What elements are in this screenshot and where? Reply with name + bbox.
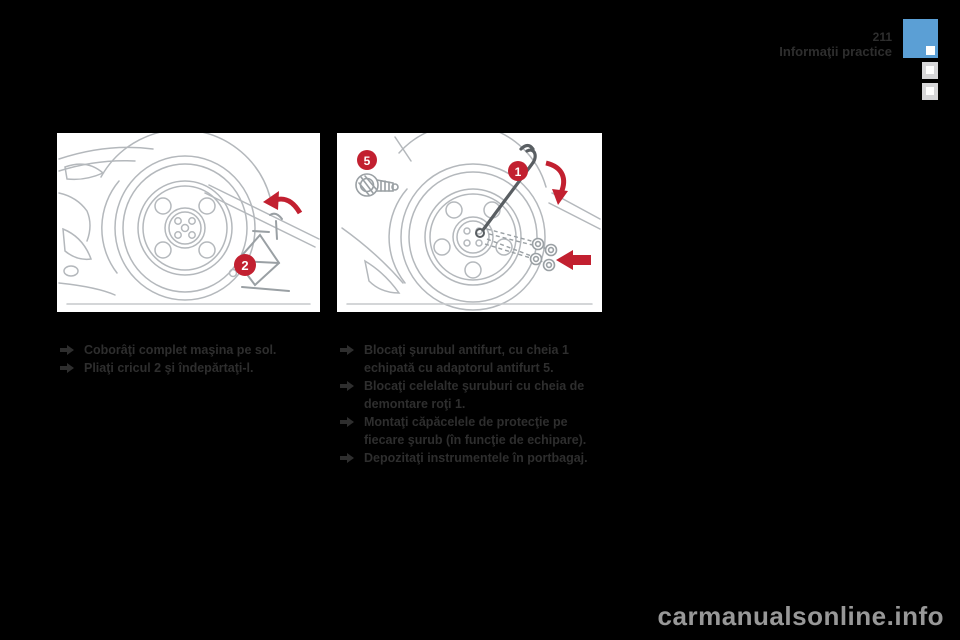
tire-tread: [389, 189, 407, 283]
lower-vehicle-illustration: [57, 133, 320, 312]
instruction-item: [340, 341, 602, 377]
rim-hole: [155, 242, 171, 258]
sill-line: [205, 193, 315, 247]
instruction-item: [340, 413, 602, 449]
tire-tread: [102, 181, 119, 273]
callout-adapter-label: 5: [363, 154, 371, 168]
hub-inner: [169, 212, 201, 244]
tire-inner: [123, 164, 247, 292]
instruction-item: [340, 449, 602, 467]
hood-line: [59, 147, 153, 159]
rim-outer: [425, 189, 521, 285]
rim-hole: [465, 262, 481, 278]
rim-hole: [446, 202, 462, 218]
hub-outer: [165, 208, 205, 248]
instructions-right: [340, 341, 602, 467]
rotate-down-arrow-icon: [546, 163, 568, 205]
figure-tighten-bolts: [337, 133, 602, 312]
lug-bolt: [189, 218, 195, 224]
chapter-index-tab: [922, 83, 938, 100]
pointer-arrow-icon: [60, 363, 74, 373]
instruction-text: Montaţi căpăcelele de protecţie pe fiecare şurub (în funcţie de echipare).: [364, 415, 587, 447]
instruction-item: [60, 341, 318, 359]
bumper-line: [342, 228, 403, 283]
chapter-index-tab-marker: [926, 46, 935, 55]
instruction-text: Depozitaţi instrumentele în portbagaj.: [364, 451, 588, 465]
lug-bolt: [189, 232, 195, 238]
instruction-text: Coborâţi complet maşina pe sol.: [84, 343, 277, 357]
valve: [230, 270, 237, 277]
chapter-index-tab: [922, 62, 938, 79]
rim-hole: [199, 242, 215, 258]
callout-wrench: [508, 161, 528, 181]
figure-lower-vehicle: [57, 133, 320, 312]
lug-bolt: [464, 228, 470, 234]
scissor-jack: [237, 214, 289, 291]
tighten-bolts-illustration: [337, 133, 602, 312]
callout-jack-label: 2: [241, 258, 249, 273]
callout-jack: [234, 254, 256, 276]
chapter-index-tab-active: [903, 19, 938, 58]
chapter-index-tab-marker: [926, 87, 934, 95]
rim-hole: [434, 239, 450, 255]
tire-outer: [401, 164, 545, 310]
rim-inner: [143, 186, 227, 270]
rim-hole: [155, 198, 171, 214]
body-crease: [395, 137, 411, 161]
instruction-text: Blocaţi celelalte şuruburi cu cheia de demontare roţi 1.: [364, 379, 585, 411]
fog-lamp: [64, 266, 78, 276]
instructions-left: [60, 341, 318, 377]
lug-bolt: [175, 232, 181, 238]
page-number: 211: [872, 30, 892, 44]
tire-outer: [115, 156, 255, 300]
lug-bolt: [464, 240, 470, 246]
pointer-arrow-icon: [340, 345, 354, 355]
lower-bumper-line: [59, 283, 115, 295]
watermark: carmanualsonline.info: [657, 601, 944, 631]
rim-outer: [138, 181, 232, 275]
push-left-arrow-icon: [556, 250, 591, 270]
pointer-arrow-icon: [340, 381, 354, 391]
pointer-arrow-icon: [340, 453, 354, 463]
instruction-item: [60, 359, 318, 377]
antitheft-adapter: [356, 174, 398, 196]
air-intake: [63, 229, 91, 259]
instruction-item: [340, 377, 602, 413]
instruction-text: Blocaţi şurubul antifurt, cu cheia 1 echipată cu adaptorul antifurt 5.: [364, 343, 569, 375]
lug-bolt: [476, 240, 482, 246]
rim-hole: [199, 198, 215, 214]
instruction-text: Pliaţi cricul 2 şi îndepărtaţi-l.: [84, 361, 254, 375]
pointer-arrow-icon: [60, 345, 74, 355]
headlight-outline: [65, 164, 103, 179]
callout-wrench-label: 1: [514, 165, 522, 179]
hub-cap: [182, 225, 189, 232]
pointer-arrow-icon: [340, 417, 354, 427]
lug-bolt: [175, 218, 181, 224]
chapter-index-tab-marker: [926, 66, 934, 74]
callout-adapter: [357, 150, 377, 170]
section-title: Informaţii practice: [779, 44, 892, 59]
sill-line: [549, 203, 600, 229]
